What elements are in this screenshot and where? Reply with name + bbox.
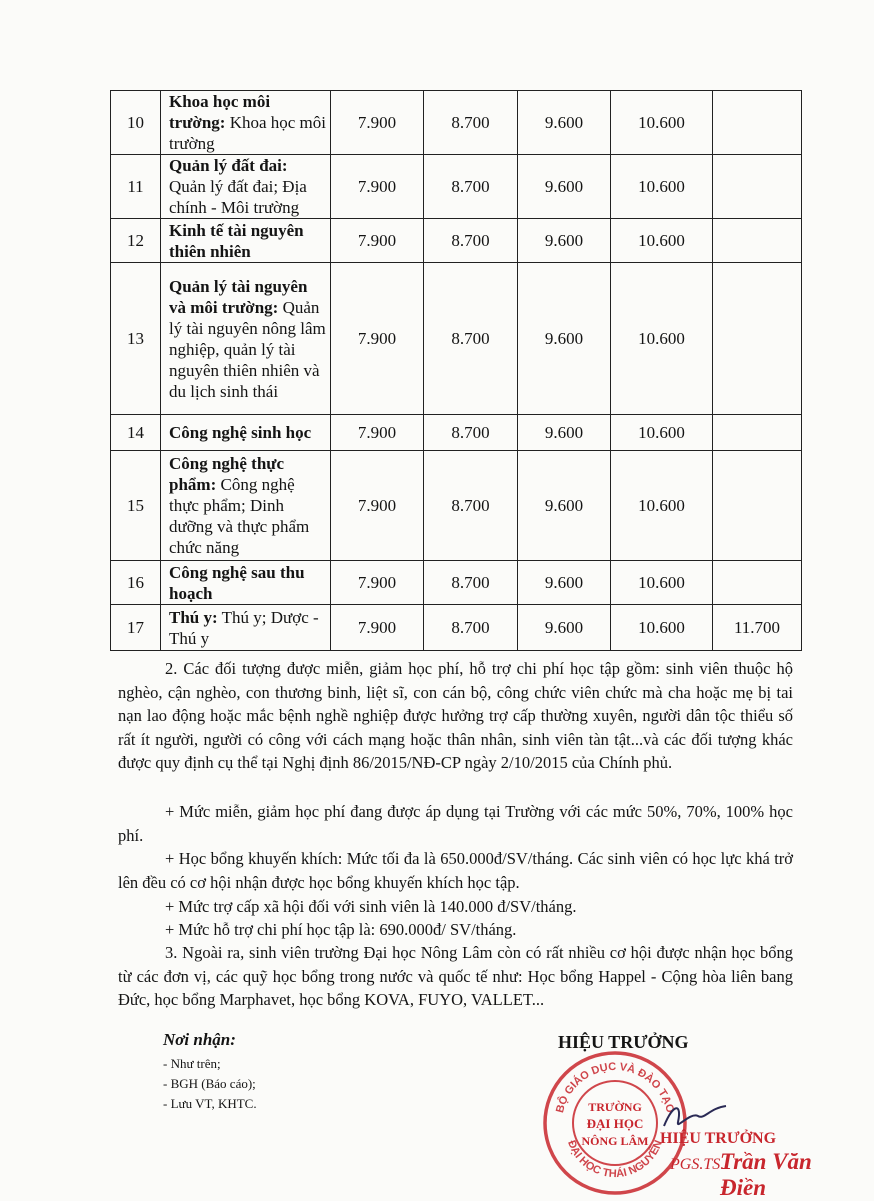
program-name-bold: Kinh tế tài nguyên thiên nhiên <box>169 220 304 261</box>
bullet-scholarship: + Học bổng khuyến khích: Mức tối đa là 650.000đ/SV/tháng. Các sinh viên có học lực khá trở lên đều có cơ hội nhận được học bổng khuyến khích học tập. <box>118 849 793 892</box>
fee-cell <box>713 219 802 263</box>
fee-cell: 11.700 <box>713 605 802 651</box>
row-number: 10 <box>111 91 161 155</box>
program-name <box>161 415 331 451</box>
program-name-bold: Công nghệ sau thu hoạch <box>169 562 305 603</box>
fee-cell: 10.600 <box>611 155 713 219</box>
paragraph-2: 2. Các đối tượng được miễn, giảm học phí, hỗ trợ chi phí học tập gồm: sinh viên thuộc hộ nghèo, cận nghèo, con thương binh, liệt sĩ, con cán bộ, công chức viên chức mà cha hoặc mẹ bị tai nạn lao động hoặc mắc bệnh nghề nghiệp được hưởng trợ cấp thường xuyên, người dân tộc thiểu số rất ít người, người có công với cách mạng hoặc thân nhân, sinh viên tàn tật...và các đối tượng khác được quy định cụ thể tại Nghị định 86/2015/NĐ-CP ngày 2/10/2015 của Chính phủ. <box>118 659 793 773</box>
seal-center-line: ĐẠI HỌC <box>586 1116 644 1131</box>
program-name <box>161 605 331 651</box>
table-row <box>111 561 802 605</box>
fee-cell: 10.600 <box>611 605 713 651</box>
fee-table <box>110 90 802 651</box>
table-row <box>111 605 802 651</box>
fee-cell: 8.700 <box>424 219 518 263</box>
program-name <box>161 451 331 561</box>
fee-cell <box>713 415 802 451</box>
fee-cell: 10.600 <box>611 91 713 155</box>
fee-cell: 8.700 <box>424 91 518 155</box>
program-name-detail: Khoa học môi trường <box>169 113 327 153</box>
program-name-detail: Quản lý tài nguyên nông lâm nghiệp, quản lý tài nguyên thiên nhiên và du lịch sinh thái <box>169 297 326 401</box>
fee-cell: 7.900 <box>331 91 424 155</box>
program-name-bold: Công nghệ thực phẩm: <box>169 454 285 494</box>
program-name-bold: Quản lý đất đai: <box>169 156 288 175</box>
fee-cell: 9.600 <box>518 605 611 651</box>
seal-center-line: TRƯỜNG <box>588 1100 642 1114</box>
row-number: 13 <box>111 263 161 415</box>
bullet-social-allowance: + Mức trợ cấp xã hội đối với sinh viên là 140.000 đ/SV/tháng. <box>165 897 577 916</box>
seal-center-line: NÔNG LÂM <box>581 1134 649 1148</box>
program-name-bold: Công nghệ sinh học <box>169 423 312 442</box>
fee-cell: 8.700 <box>424 605 518 651</box>
fee-cell: 9.600 <box>518 263 611 415</box>
row-number: 17 <box>111 605 161 651</box>
table-row <box>111 155 802 219</box>
stamp-role-title: HIỆU TRƯỞNG <box>660 1130 777 1147</box>
fee-cell: 9.600 <box>518 219 611 263</box>
program-name-detail: Quản lý đất đai; Địa chính - Môi trường <box>169 177 307 217</box>
program-name <box>161 561 331 605</box>
fee-cell: 7.900 <box>331 415 424 451</box>
fee-cell: 9.600 <box>518 561 611 605</box>
table-row <box>111 91 802 155</box>
row-number: 16 <box>111 561 161 605</box>
fee-cell: 8.700 <box>424 561 518 605</box>
row-number: 14 <box>111 415 161 451</box>
bullet-fee-exemption: + Mức miễn, giảm học phí đang được áp dụng tại Trường với các mức 50%, 70%, 100% học phí. <box>118 802 793 845</box>
signer-name: Trần Văn Điền <box>720 1149 812 1200</box>
fee-cell: 7.900 <box>331 451 424 561</box>
fee-cell: 7.900 <box>331 561 424 605</box>
table-row <box>111 219 802 263</box>
fee-cell: 7.900 <box>331 219 424 263</box>
fee-cell: 10.600 <box>611 415 713 451</box>
recipient-item: - BGH (Báo cáo); <box>163 1076 256 1091</box>
fee-cell: 8.700 <box>424 263 518 415</box>
fee-table-body <box>111 91 802 651</box>
signature-block <box>540 1028 840 1198</box>
program-name <box>161 263 331 415</box>
program-name-bold: Quản lý tài nguyên và môi trường: <box>169 276 308 317</box>
program-name <box>161 155 331 219</box>
recipients-title: Nơi nhận: <box>163 1030 236 1049</box>
program-name-bold: Thú y: <box>169 607 218 627</box>
fee-cell: 9.600 <box>518 155 611 219</box>
fee-cell: 9.600 <box>518 415 611 451</box>
fee-cell: 7.900 <box>331 155 424 219</box>
paragraph-3: 3. Ngoài ra, sinh viên trường Đại học Nông Lâm còn có rất nhiều cơ hội được nhận học bổng từ các đơn vị, các quỹ học bổng trong nước và quốc tế như: Học bổng Happel - Cộng hòa liên bang Đức, học bổng Marphavet, học bổng KOVA, FUYO, VALLET... <box>118 943 793 1010</box>
program-name-bold: Khoa học môi trường: <box>169 92 271 132</box>
fee-cell: 7.900 <box>331 605 424 651</box>
fee-cell: 8.700 <box>424 415 518 451</box>
fee-cell: 10.600 <box>611 451 713 561</box>
principal-title: HIỆU TRƯỞNG <box>558 1032 689 1052</box>
table-row <box>111 263 802 415</box>
bullet-study-support: + Mức hỗ trợ chi phí học tập là: 690.000đ/ SV/tháng. <box>165 920 517 939</box>
program-name <box>161 91 331 155</box>
table-row <box>111 415 802 451</box>
fee-cell <box>713 155 802 219</box>
recipient-item: - Lưu VT, KHTC. <box>163 1096 257 1111</box>
seal-bottom-text: ĐẠI HỌC THÁI NGUYÊN <box>565 1138 665 1181</box>
fee-cell: 10.600 <box>611 219 713 263</box>
fee-cell: 7.900 <box>331 263 424 415</box>
fee-cell <box>713 561 802 605</box>
program-name <box>161 219 331 263</box>
recipient-item: - Như trên; <box>163 1056 221 1071</box>
seal-outer-text: BỘ GIÁO DỤC VÀ ĐÀO TẠO <box>554 1060 676 1115</box>
fee-cell: 8.700 <box>424 155 518 219</box>
row-number: 11 <box>111 155 161 219</box>
recipients-block <box>163 1030 257 1114</box>
program-name-detail: Thú y; Dược - Thú y <box>169 607 319 648</box>
fee-cell: 10.600 <box>611 263 713 415</box>
row-number: 12 <box>111 219 161 263</box>
signer-degree: PGS.TS. <box>670 1156 725 1173</box>
program-name-detail: Công nghệ thực phẩm; Dinh dưỡng và thực phẩm chức năng <box>169 475 310 557</box>
fee-cell: 8.700 <box>424 451 518 561</box>
fee-cell <box>713 91 802 155</box>
fee-cell: 9.600 <box>518 451 611 561</box>
fee-cell <box>713 263 802 415</box>
fee-cell: 9.600 <box>518 91 611 155</box>
fee-cell <box>713 451 802 561</box>
table-row <box>111 451 802 561</box>
fee-cell: 10.600 <box>611 561 713 605</box>
row-number: 15 <box>111 451 161 561</box>
